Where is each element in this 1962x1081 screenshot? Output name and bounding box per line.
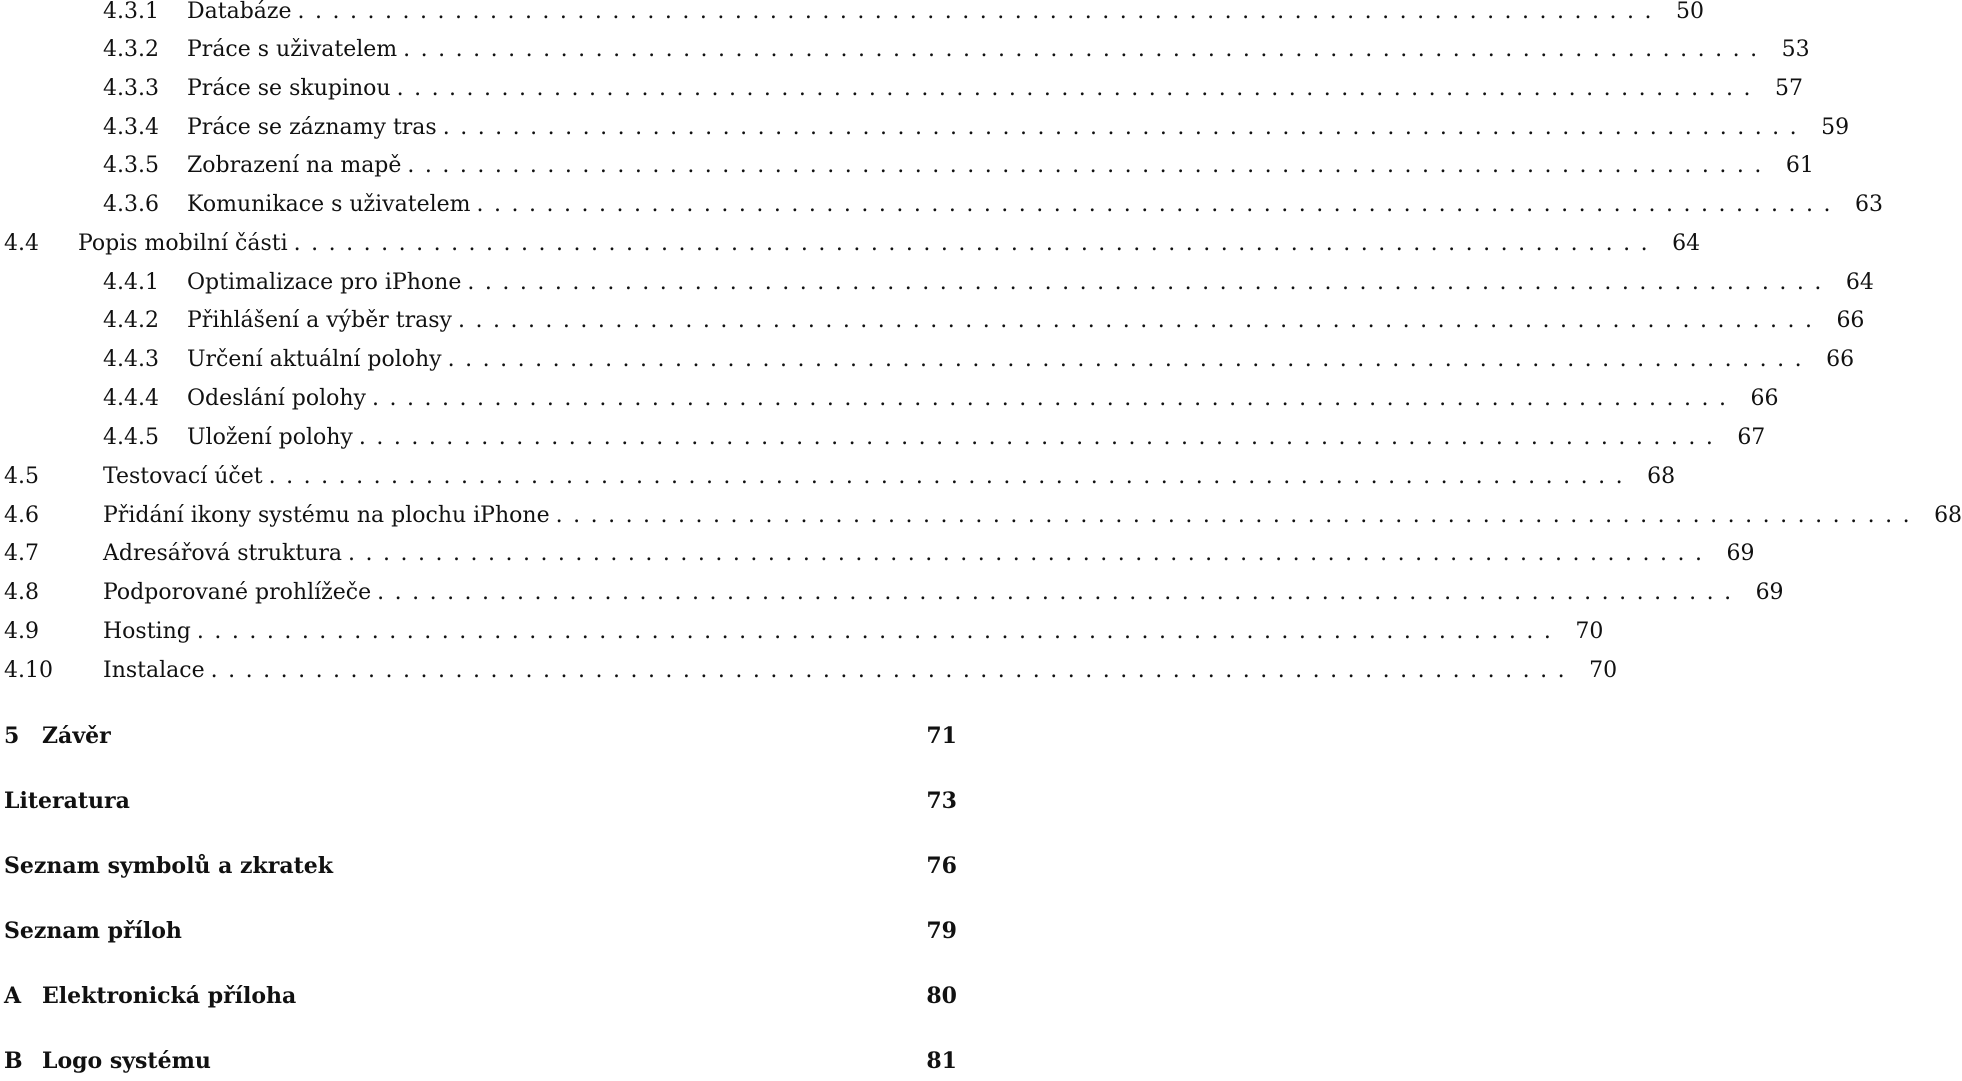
- chapter-page: 73: [926, 788, 957, 814]
- toc-entry[interactable]: [0, 578, 1784, 608]
- entry-title: Určení aktuální polohy: [187, 347, 442, 372]
- entry-page: 64: [1672, 231, 1701, 256]
- entry-page: 63: [1854, 192, 1883, 217]
- toc-chapter[interactable]: [0, 721, 957, 751]
- entry-number: 4.4.4: [103, 386, 159, 411]
- toc-entry[interactable]: [0, 229, 1701, 259]
- toc-chapter[interactable]: [0, 851, 957, 881]
- entry-title: Hosting: [103, 619, 191, 644]
- entry-page: 69: [1726, 541, 1755, 566]
- entry-title: Testovací účet: [103, 464, 263, 489]
- toc-entry[interactable]: [0, 501, 1962, 531]
- entry-number: 4.4: [4, 231, 39, 256]
- chapter-title: Seznam symbolů a zkratek: [4, 853, 333, 879]
- entry-page: 67: [1737, 425, 1766, 450]
- entry-number: 4.8: [4, 580, 39, 605]
- chapter-page: 81: [926, 1048, 957, 1074]
- dot-leader: ..............................................................................: [476, 192, 1841, 217]
- toc-entry[interactable]: [0, 384, 1779, 414]
- entry-title: Odeslání polohy: [187, 386, 366, 411]
- entry-number: 4.10: [4, 658, 53, 683]
- dot-leader: ..............................................................................: [268, 464, 1634, 489]
- toc-chapter[interactable]: [0, 981, 957, 1011]
- entry-title: Databáze: [187, 0, 292, 24]
- chapter-page: 76: [926, 853, 957, 879]
- entry-number: 4.6: [4, 503, 39, 528]
- entry-number: 4.5: [4, 464, 39, 489]
- entry-page: 68: [1934, 503, 1962, 528]
- dot-leader: ..............................................................................: [293, 231, 1659, 256]
- toc-entry[interactable]: [0, 113, 1850, 143]
- entry-title: Práce se skupinou: [187, 76, 391, 101]
- entry-title: Optimalizace pro iPhone: [187, 270, 462, 295]
- chapter-number: 5: [4, 723, 20, 749]
- entry-title: Přihlášení a výběr trasy: [187, 308, 452, 333]
- chapter-title: Seznam příloh: [4, 918, 182, 944]
- toc-entry[interactable]: [0, 306, 1865, 336]
- toc-chapter[interactable]: [0, 786, 957, 816]
- entry-number: 4.9: [4, 619, 39, 644]
- entry-page: 70: [1589, 658, 1618, 683]
- entry-number: 4.4.1: [103, 270, 159, 295]
- entry-title: Podporované prohlížeče: [103, 580, 372, 605]
- dot-leader: ..............................................................................: [196, 619, 1562, 644]
- chapter-page: 71: [926, 723, 957, 749]
- chapter-title: Literatura: [4, 788, 130, 814]
- dot-leader: ..............................................................................: [407, 153, 1772, 178]
- dot-leader: ..............................................................................: [358, 425, 1724, 450]
- dot-leader: ..............................................................................: [442, 115, 1808, 140]
- entry-page: 61: [1785, 153, 1814, 178]
- chapter-title: Elektronická příloha: [42, 983, 297, 1009]
- entry-number: 4.3.3: [103, 76, 159, 101]
- entry-number: 4.3.5: [103, 153, 159, 178]
- chapter-title: Logo systému: [42, 1048, 211, 1074]
- entry-number: 4.4.2: [103, 308, 159, 333]
- entry-title: Práce se záznamy tras: [187, 115, 437, 140]
- dot-leader: ..............................................................................: [348, 541, 1713, 566]
- dot-leader: ..............................................................................: [555, 503, 1921, 528]
- entry-title: Zobrazení na mapě: [187, 153, 402, 178]
- entry-page: 64: [1845, 270, 1874, 295]
- chapter-page: 80: [926, 983, 957, 1009]
- toc-chapter[interactable]: [0, 1046, 957, 1076]
- entry-number: 4.4.3: [103, 347, 159, 372]
- dot-leader: ..............................................................................: [396, 76, 1762, 101]
- entry-number: 4.3.6: [103, 192, 159, 217]
- entry-title: Uložení polohy: [187, 425, 353, 450]
- entry-title: Popis mobilní části: [78, 231, 288, 256]
- entry-page: 68: [1647, 464, 1676, 489]
- entry-number: 4.3.1: [103, 0, 159, 24]
- entry-page: 53: [1781, 37, 1810, 62]
- entry-title: Přidání ikony systému na plochu iPhone: [103, 503, 550, 528]
- entry-number: 4.4.5: [103, 425, 159, 450]
- toc-entry[interactable]: [0, 423, 1766, 453]
- entry-number: 4.3.4: [103, 115, 159, 140]
- dot-leader: ..............................................................................: [447, 347, 1813, 372]
- chapter-number: A: [4, 983, 22, 1009]
- dot-leader: ..............................................................................: [210, 658, 1576, 683]
- entry-page: 69: [1755, 580, 1784, 605]
- toc-entry[interactable]: [0, 268, 1874, 298]
- toc-entry[interactable]: [0, 617, 1604, 647]
- toc-entry[interactable]: [0, 462, 1676, 492]
- toc-entry[interactable]: [0, 35, 1810, 65]
- dot-leader: ..............................................................................: [297, 0, 1662, 24]
- entry-title: Adresářová struktura: [103, 541, 343, 566]
- chapter-title: Závěr: [42, 723, 111, 749]
- entry-number: 4.7: [4, 541, 39, 566]
- entry-page: 66: [1836, 308, 1865, 333]
- toc-entry[interactable]: [0, 656, 1618, 686]
- entry-page: 57: [1775, 76, 1804, 101]
- dot-leader: ..............................................................................: [372, 386, 1737, 411]
- dot-leader: ..............................................................................: [403, 37, 1768, 62]
- toc-chapter[interactable]: [0, 916, 957, 946]
- entry-title: Instalace: [103, 658, 205, 683]
- chapter-number: B: [4, 1048, 23, 1074]
- entry-number: 4.3.2: [103, 37, 159, 62]
- toc-entry[interactable]: [0, 0, 1704, 27]
- entry-page: 59: [1821, 115, 1850, 140]
- toc-entry[interactable]: [0, 539, 1755, 569]
- toc-entry[interactable]: [0, 74, 1804, 104]
- chapter-page: 79: [926, 918, 957, 944]
- entry-title: Práce s uživatelem: [187, 37, 398, 62]
- dot-leader: ..............................................................................: [457, 308, 1823, 333]
- toc-entry[interactable]: [0, 151, 1814, 181]
- entry-page: 66: [1826, 347, 1855, 372]
- entry-page: 66: [1750, 386, 1779, 411]
- dot-leader: ..............................................................................: [377, 580, 1742, 605]
- toc-entry[interactable]: [0, 190, 1883, 220]
- entry-page: 70: [1575, 619, 1604, 644]
- entry-page: 50: [1676, 0, 1704, 24]
- toc-entry[interactable]: [0, 345, 1855, 375]
- dot-leader: ..............................................................................: [467, 270, 1832, 295]
- entry-title: Komunikace s uživatelem: [187, 192, 471, 217]
